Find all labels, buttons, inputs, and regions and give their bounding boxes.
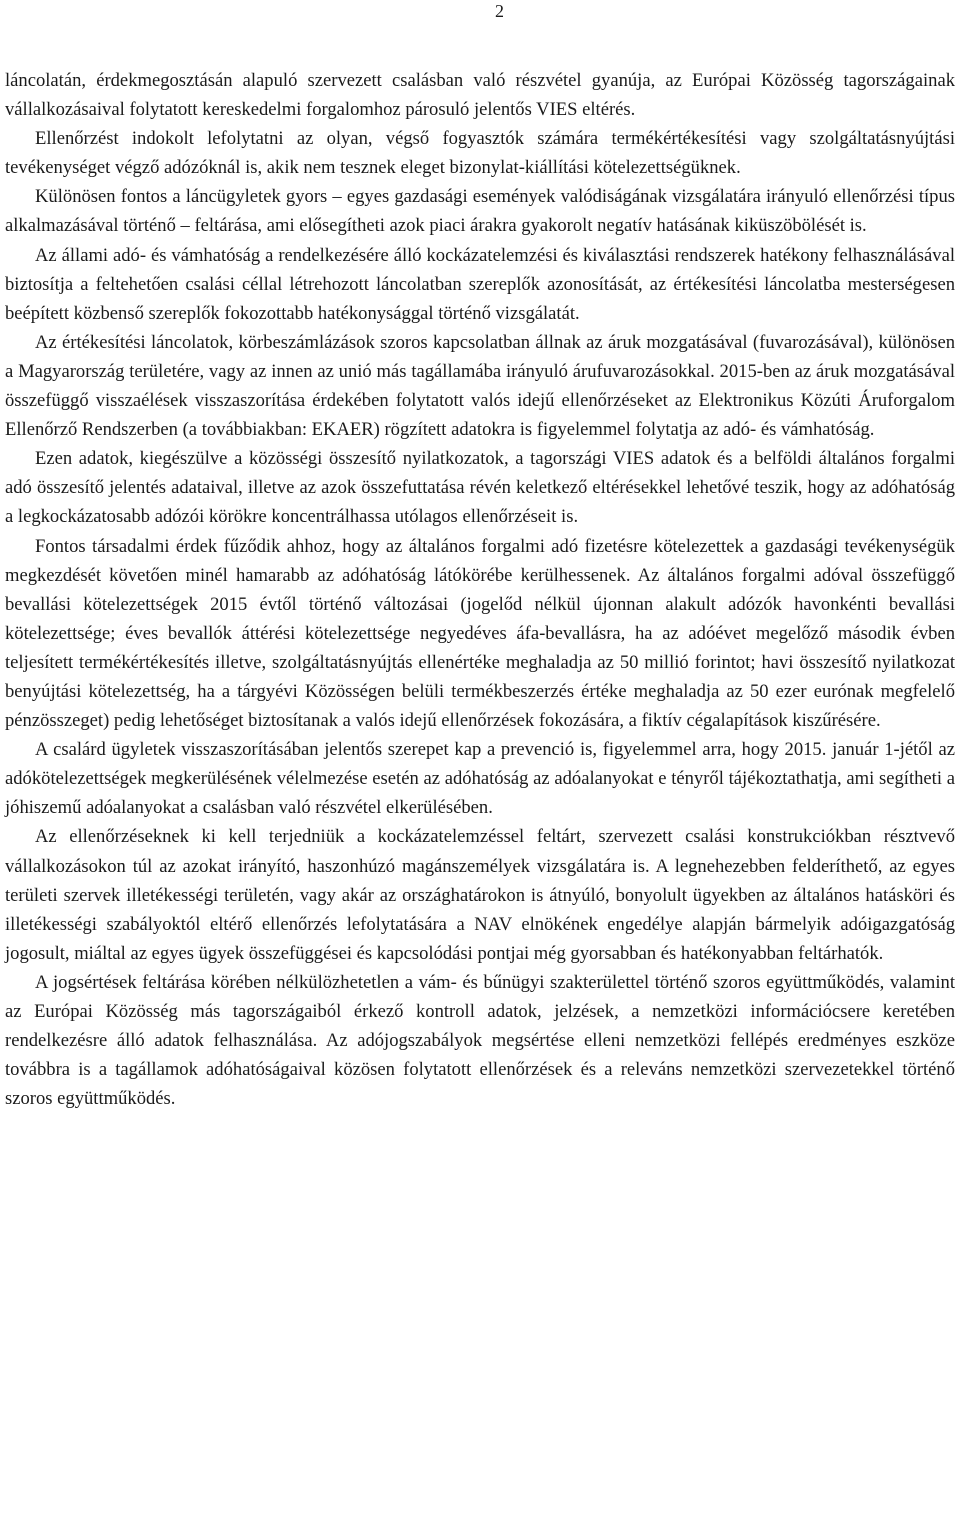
paragraph-4: Az állami adó- és vámhatóság a rendelkezésére álló kockázatelemzési és kiválasztási rendszerek hatékony felhasználásával biztosítja a feltehetően csalási céllal létrehozott láncolatban szereplők azonosítását, az értékesítési láncolatba mesterségesen beépített közbenső szereplők fokozottabb hatékonysággal történő vizsgálatát. [5, 244, 955, 324]
paragraph-6: Ezen adatok, kiegészülve a közösségi összesítő nyilatkozatok, a tagországi VIES adatok és a belföldi általános forgalmi adó összesítő jelentés adataival, illetve az azok összefuttatása révén keletkező eltérésekkel lehetővé teszik, hogy az adóhatóság a legkockázatosabb adózói körökre koncentrálhassa utólagos ellenőrzéseit is. [5, 448, 955, 528]
paragraph-5: Az értékesítési láncolatok, körbeszámlázások szoros kapcsolatban állnak az áruk mozgatásával (fuvarozásával), különösen a Magyarország területére, vagy az innen az unió más tagállamába irányuló árufuvarozásokkal. 2015-ben az áruk mozgatásával összefüggő visszaélések visszaszorítása érdekében folytatott valós idejű ellenőrzéseket az Elektronikus Közúti Áruforgalom Ellenőrző Rendszerben (a továbbiakban: EKAER) rögzített adatokra is figyelemmel folytatja az adó- és vámhatóság. [5, 331, 955, 441]
document-body [5, 66, 955, 1113]
page-number: 2 [495, 1, 504, 21]
paragraph-3: Különösen fontos a láncügyletek gyors – egyes gazdasági események valódiságának vizsgálatára irányuló ellenőrzési típus alkalmazásával történő – feltárása, ami elősegítheti azok piaci árakra gyakorolt negatív hatásának kiküszöbölését is. [5, 186, 955, 237]
paragraph-9: Az ellenőrzéseknek ki kell terjedniük a kockázatelemzéssel feltárt, szervezett csalási konstrukciókban résztvevő vállalkozásokon túl az azokat irányító, haszonhúzó magánszemélyek vizsgálatára is. A legnehezebben felderíthető, az egyes területi szervek illetékességi területén, vagy akár az országhatárokon is átnyúló, bonyolult ügyekben az általános hatásköri és illetékességi szabályoktól eltérő ellenőrzés lefolytatására a NAV elnökének engedélye alapján bármelyik adóigazgatóság jogosult, miáltal az egyes ügyek összefüggései és kapcsolódási pontjai még gyorsabban és hatékonyabban feltárhatók. [5, 826, 955, 964]
paragraph-2: Ellenőrzést indokolt lefolytatni az olyan, végső fogyasztók számára termékértékesítési vagy szolgáltatásnyújtási tevékenységet végző adózóknál is, akik nem tesznek eleget bizonylat-kiállítási kötelezettségüknek. [5, 128, 955, 179]
paragraph-8: A csalárd ügyletek visszaszorításában jelentős szerepet kap a prevenció is, figyelemmel arra, hogy 2015. január 1-jétől az adókötelezettségek megkerülésének vélelmezése esetén az adóhatóság az adóalanyokat e tényről tájékoztathatja, ami segítheti a jóhiszemű adóalanyokat a csalásban való részvétel elkerülésében. [5, 739, 955, 819]
paragraph-1: láncolatán, érdekmegosztásán alapuló szervezett csalásban való részvétel gyanúja, az Európai Közösség tagországainak vállalkozásaival folytatott kereskedelmi forgalomhoz párosuló jelentős VIES eltérés. [5, 70, 955, 121]
paragraph-10: A jogsértések feltárása körében nélkülözhetetlen a vám- és bűnügyi szakterülettel történő szoros együttműködés, valamint az Európai Közösség más tagországaiból érkező kontroll adatok, jelzések, a nemzetközi információcsere keretében rendelkezésre álló adatok felhasználása. Az adójogszabályok megsértése elleni nemzetközi fellépés eredményes eszköze továbbra is a tagállamok adóhatóságaival közösen folytatott ellenőrzések és a releváns nemzetközi szervezetekkel történő szoros együttműködés. [5, 971, 955, 1110]
paragraph-7: Fontos társadalmi érdek fűződik ahhoz, hogy az általános forgalmi adó fizetésre kötelezettek a gazdasági tevékenységük megkezdését követően minél hamarabb az adóhatóság látókörébe kerülhessenek. Az általános forgalmi adóval összefüggő bevallási kötelezettségek 2015 évtől történő változásai (jogelőd nélkül újonnan alakult adózók havonkénti bevallási kötelezettsége; éves bevallók áttérési kötelezettsége negyedéves áfa-bevallásra, ha az adóévet megelőző második évben teljesített termékértékesítés illetve, szolgáltatásnyújtás ellenértéke meghaladja az 50 millió forintot; havi összesítő nyilatkozat benyújtási kötelezettség, ha a tárgyévi Közösségen belüli termékbeszerzés értéke meghaladja az 50 ezer eurónak megfelelő pénzösszeget) pedig lehetőséget biztosítanak a valós idejű ellenőrzések fokozására, a fiktív cégalapítások kiszűrésére. [5, 535, 955, 732]
